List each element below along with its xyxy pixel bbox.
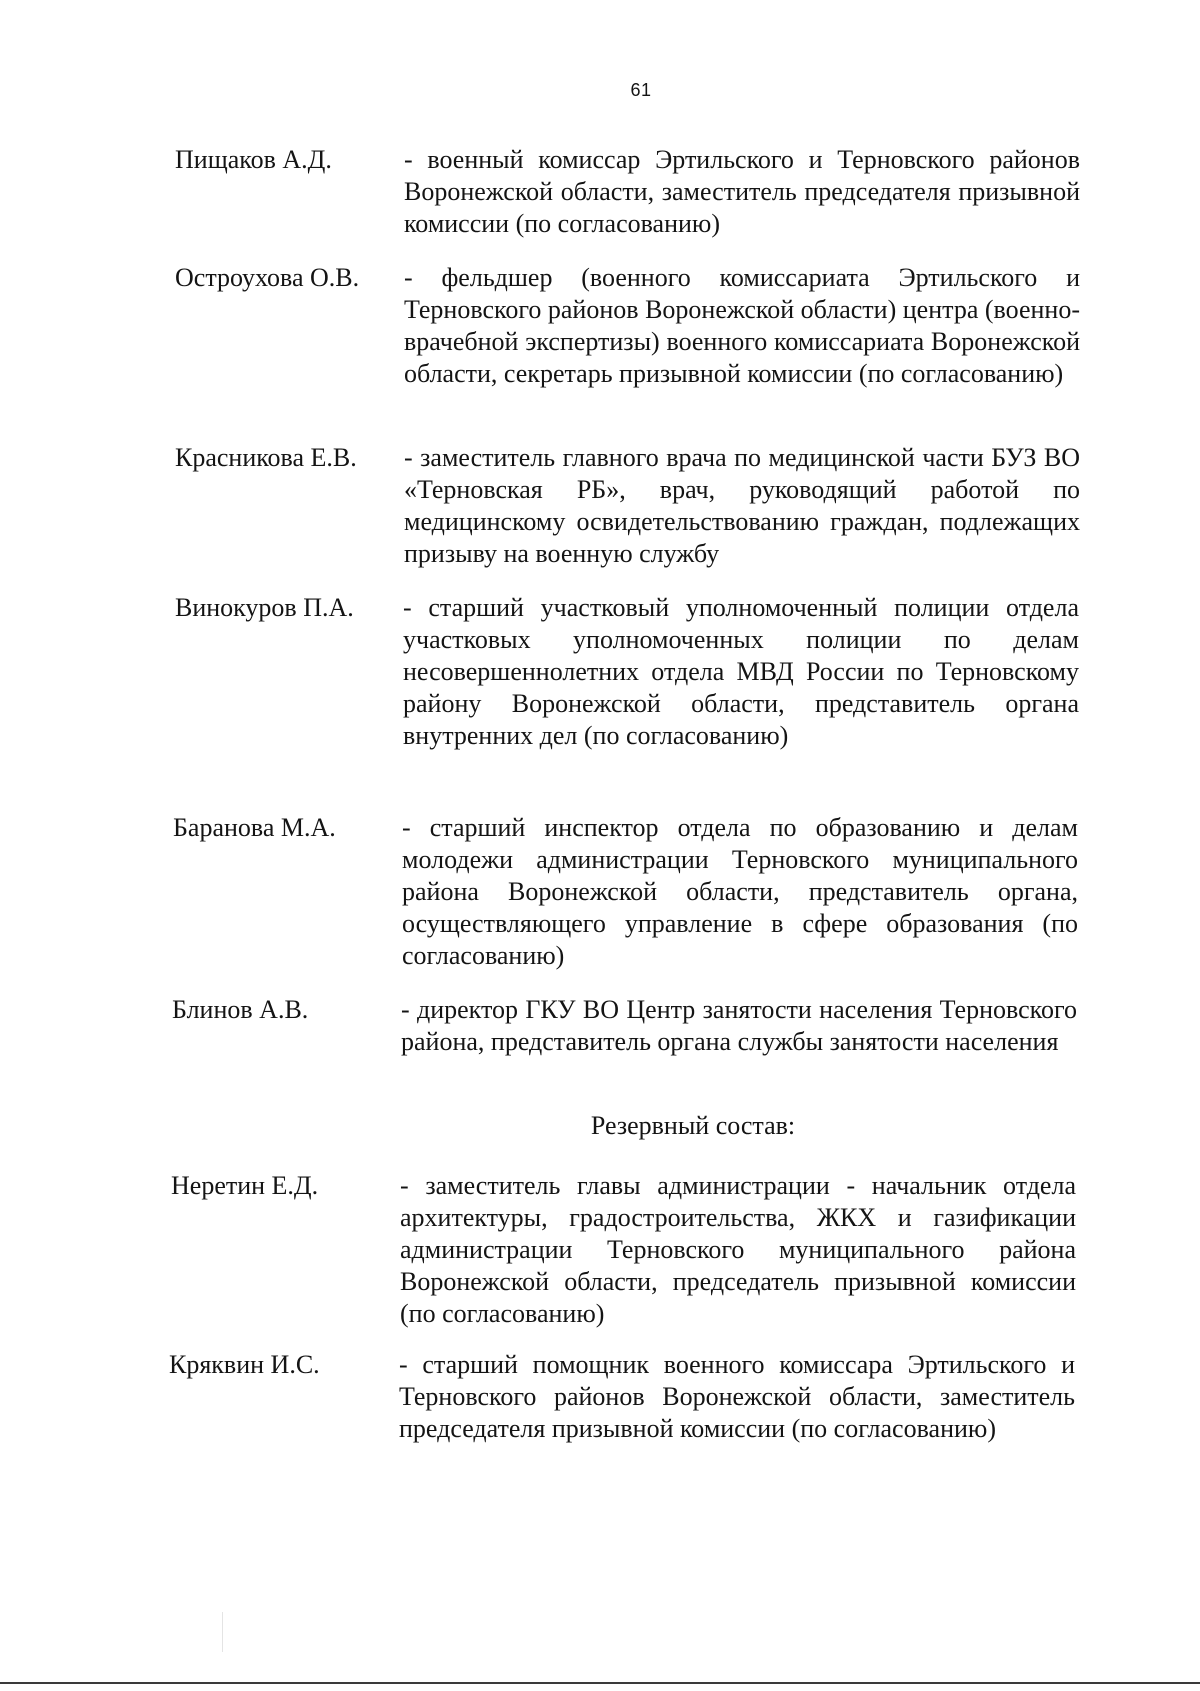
member-name: Красникова Е.В. [175,443,357,472]
member-description: - заместитель главного врача по медицинской части БУЗ ВО «Терновская РБ», врач, руководящий работой по медицинскому освидетельствованию граждан, подлежащих призыву на военную службу [404,443,1080,568]
member-name: Неретин Е.Д. [171,1171,319,1200]
member-description: - старший участковый уполномоченный полиции отдела участковых уполномоченных полиции по делам несовершеннолетних отдела МВД России по Терновскому району Воронежской области, представитель органа внутренних дел (по согласованию) [403,593,1079,750]
member-name: Остроухова О.В. [175,263,360,292]
member-name: Кряквин И.С. [169,1350,320,1379]
member-description: - старший помощник военного комиссара Эртильского и Терновского районов Воронежской области, заместитель председателя призывной комиссии (по согласованию) [399,1350,1075,1443]
page-number: 61 [630,80,652,100]
member-name: Блинов А.В. [172,995,309,1024]
member-description: - военный комиссар Эртильского и Терновского районов Воронежской области, заместитель председателя призывной комиссии (по согласованию) [404,145,1080,238]
reserve-heading: Резервный состав: [590,1111,796,1140]
member-name: Пищаков А.Д. [175,145,332,174]
member-description: - заместитель главы администрации - начальник отдела архитектуры, градостроительства, ЖКХ и газификации администрации Терновского муниципального района Воронежской области, председатель призывной комиссии (по согласованию) [400,1171,1076,1328]
member-name: Винокуров П.А. [175,593,354,622]
member-description: - директор ГКУ ВО Центр занятости населения Терновского района, представитель органа службы занятости населения [401,995,1077,1056]
member-description: - старший инспектор отдела по образованию и делам молодежи администрации Терновского муниципального района Воронежской области, представитель органа, осуществляющего управление в сфере образования (по согласованию) [402,813,1078,970]
member-name: Баранова М.А. [173,813,336,842]
member-description: - фельдшер (военного комиссариата Эртильского и Терновского районов Воронежской области) центра (военно-врачебной экспертизы) военного комиссариата Воронежской области, секретарь призывной комиссии (по согласованию) [404,263,1080,388]
page-bottom-edge [0,1682,1200,1684]
scan-artifact [222,1612,223,1652]
